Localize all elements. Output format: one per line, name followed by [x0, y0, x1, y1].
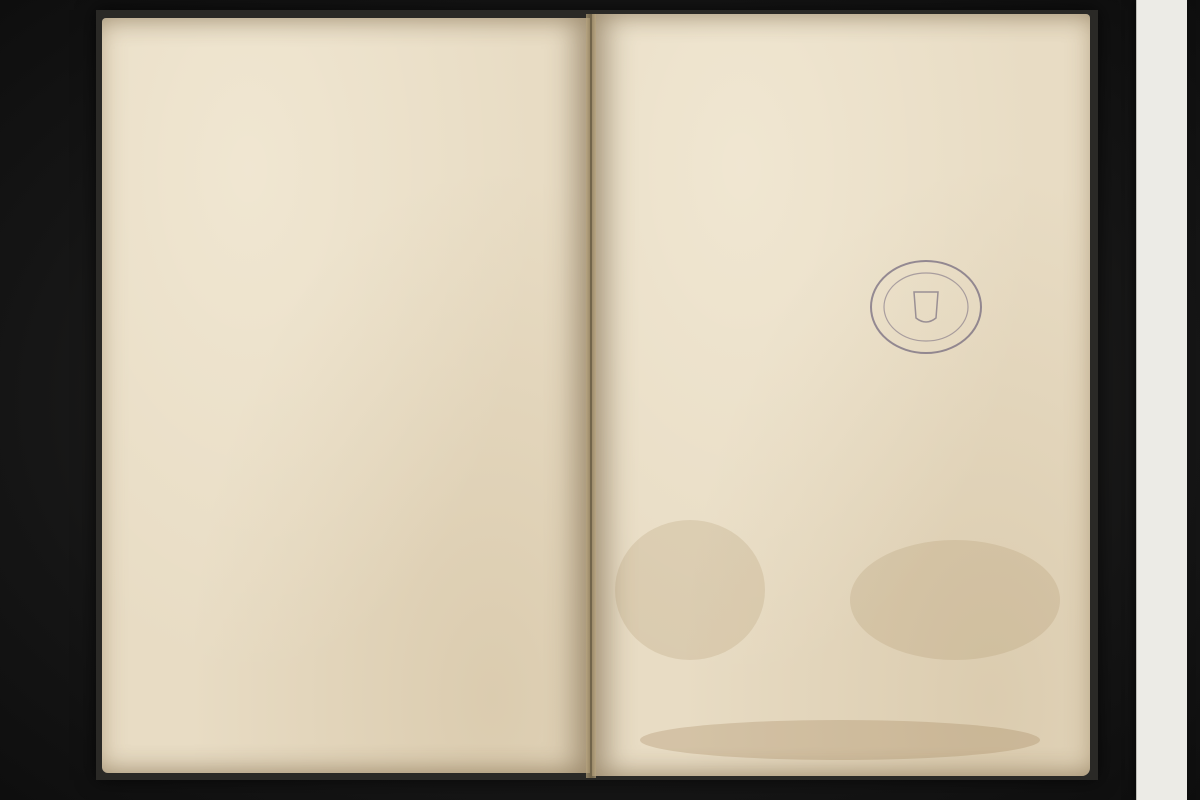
measurement-ruler [1136, 0, 1187, 800]
right-page [592, 14, 1090, 776]
water-stain [640, 720, 1040, 760]
library-stamp [866, 254, 986, 360]
water-stain [850, 540, 1060, 660]
left-page [102, 18, 590, 773]
water-stain [615, 520, 765, 660]
book-gutter [586, 14, 596, 778]
